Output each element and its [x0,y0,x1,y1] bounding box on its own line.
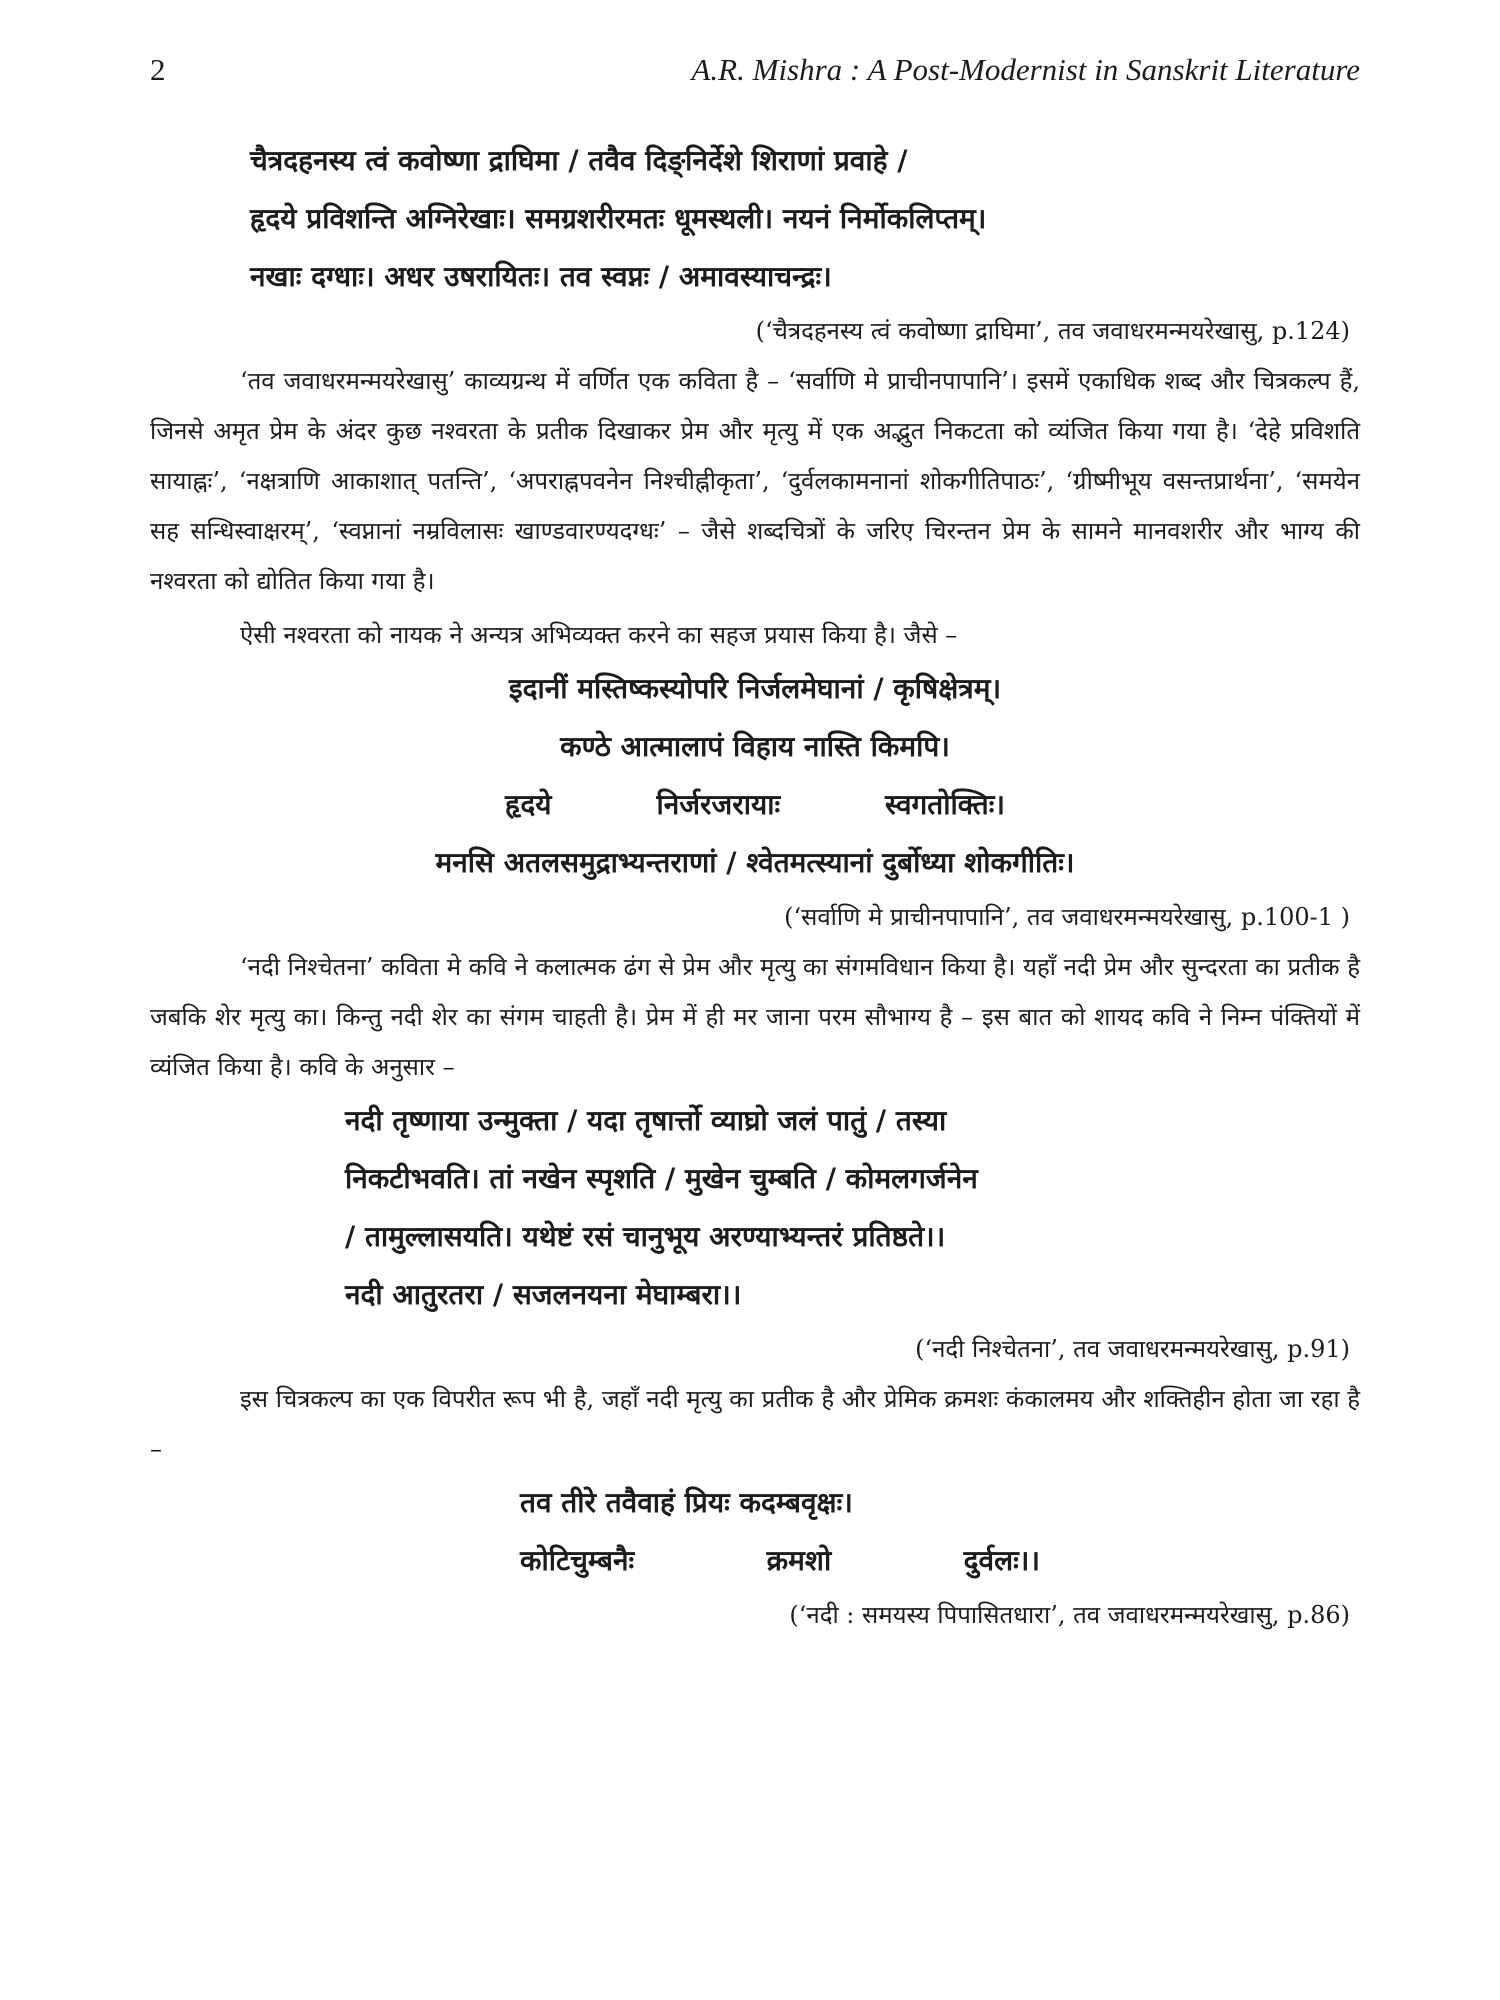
citation: (‘चैत्रदहनस्य त्वं कवोष्णा द्राघिमा’, तव जवाधरमन्मयरेखासु, p.124) [755,317,1350,345]
running-title: A.R. Mishra : A Post-Modernist in Sanskrit Literature [691,52,1360,87]
citation: (‘नदी : समयस्य पिपासितधारा’, तव जवाधरमन्मयरेखासु, p.86) [789,1601,1350,1629]
verse-line: निकटीभवति। तां नखेन स्पृशति / मुखेन चुम्बति / कोमलगर्जनेन [345,1162,978,1195]
verse-line: इदानीं मस्तिष्कस्योपरि निर्जलमेघानां / कृषिक्षेत्रम्। [508,672,1002,705]
verse-line: नखाः दग्धाः। अधर उषरायितः। तव स्वप्नः / अमावस्याचन्द्रः। [250,260,832,293]
verse-block-1 [150,132,1360,306]
verse-block-2 [150,660,1360,892]
verse-line: मनसि अतलसमुद्राभ्यन्तराणां / श्वेतमत्स्यानां दुर्बोध्या शोकगीतिः। [435,846,1075,879]
verse-word: क्रमशो [766,1544,832,1577]
verse-line: / तामुल्लासयति। यथेष्टं रसं चानुभूय अरण्याभ्यन्तरं प्रतिष्ठते।। [345,1220,946,1253]
verse-word: हृदये [505,788,552,821]
citation: (‘सर्वाणि मे प्राचीनपापानि’, तव जवाधरमन्मयरेखासु, p.100-1 ) [784,903,1350,931]
verse-block-3 [150,1092,1360,1324]
verse-word: कोटिचुम्बनैः [520,1544,635,1577]
body-paragraph: इस चित्रकल्प का एक विपरीत रूप भी है, जहाँ नदी मृत्यु का प्रतीक है और प्रेमिक क्रमशः कंकालमय और शक्तिहीन होता जा रहा है – [150,1385,1360,1463]
verse-line: हृदये प्रविशन्ति अग्निरेखाः। समग्रशरीरमतः धूमस्थली। नयनं निर्मोकलिप्तम्। [250,202,987,235]
body-paragraph: ‘तव जवाधरमन्मयरेखासु’ काव्यग्रन्थ में वर्णित एक कविता है – ‘सर्वाणि मे प्राचीनपापानि’। इसमें एकाधिक शब्द और चित्रकल्प हैं, जिनसे अमृत प्रेम के अंदर कुछ नश्वरता के प्रतीक दिखाकर प्रेम और मृत्यु में एक अद्भुत निकटता को व्यंजित किया गया है। ‘देहे प्रविशति सायाह्नः’, ‘नक्षत्राणि आकाशात् पतन्ति’, ‘अपराह्नपवनेन निश्चीह्नीकृता’, ‘दुर्वलकामनानां शोकगीतिपाठः’, ‘ग्रीष्मीभूय वसन्तप्रार्थना’, ‘समयेन सह सन्धिस्वाक्षरम्’, ‘स्वप्नानां नम्रविलासः खाण्डवारण्यदग्धः’ – जैसे शब्दचित्रों के जरिए चिरन्तन प्रेम के सामने मानवशरीर और भाग्य की नश्वरता को द्योतित किया गया है। [150,367,1360,595]
verse-word: स्वगतोक्तिः। [885,788,1005,821]
verse-line: नदी आतुरतरा / सजलनयना मेघाम्बरा।। [345,1278,742,1311]
verse-line: तव तीरे तवैवाहं प्रियः कदम्बवृक्षः। [520,1486,853,1519]
body-paragraph: ऐसी नश्वरता को नायक ने अन्यत्र अभिव्यक्त करने का सहज प्रयास किया है। जैसे – [240,621,958,649]
verse-line [505,776,1005,834]
verse-block-4 [150,1474,1360,1590]
verse-word: निर्जरजरायाः [656,788,781,821]
citation: (‘नदी निश्चेतना’, तव जवाधरमन्मयरेखासु, p.91) [915,1335,1350,1363]
verse-word: दुर्वलः।। [963,1544,1040,1577]
page-header [150,52,1360,88]
verse-line: कण्ठे आत्मालापं विहाय नास्ति किमपि। [560,730,950,763]
verse-line [520,1532,1040,1590]
body-paragraph: ‘नदी निश्चेतना’ कविता मे कवि ने कलात्मक ढंग से प्रेम और मृत्यु का संगमविधान किया है। यहाँ नदी प्रेम और सुन्दरता का प्रतीक है जबकि शेर मृत्यु का। किन्तु नदी शेर का संगम चाहती है। प्रेम में ही मर जाना परम सौभाग्य है – इस बात को शायद कवि ने निम्न पंक्तियों में व्यंजित किया है। कवि के अनुसार – [150,953,1360,1081]
verse-line: नदी तृष्णाया उन्मुक्ता / यदा तृषार्त्तो व्याघ्रो जलं पातुं / तस्या [345,1104,947,1137]
verse-line: चैत्रदहनस्य त्वं कवोष्णा द्राघिमा / तवैव दिङ्निर्देशे शिराणां प्रवाहे / [250,144,908,177]
page-number: 2 [150,52,166,87]
